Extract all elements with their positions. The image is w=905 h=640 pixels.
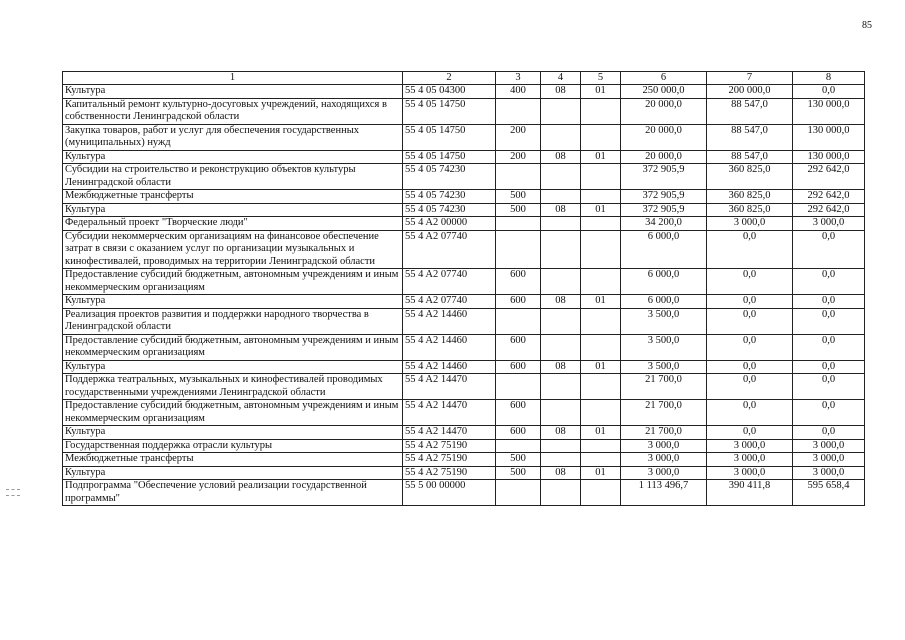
row-section: 08 [541,150,581,164]
row-expense-type: 600 [496,400,541,426]
row-expense-type: 500 [496,203,541,217]
row-value-8: 0,0 [793,230,865,269]
row-value-6: 20 000,0 [621,150,707,164]
row-subsection: 01 [581,466,621,480]
table-row [63,334,865,360]
row-section: 08 [541,360,581,374]
row-section [541,269,581,295]
row-section [541,164,581,190]
column-header-6: 6 [621,72,707,85]
budget-table [62,71,865,506]
row-subsection: 01 [581,85,621,99]
row-value-6: 6 000,0 [621,230,707,269]
row-name: Закупка товаров, работ и услуг для обеспечения государственных (муниципальных) нужд [63,124,403,150]
row-value-8: 130 000,0 [793,98,865,124]
row-value-7: 0,0 [707,308,793,334]
row-value-7: 0,0 [707,374,793,400]
row-subsection [581,230,621,269]
row-value-8: 3 000,0 [793,466,865,480]
row-value-6: 250 000,0 [621,85,707,99]
row-value-8: 0,0 [793,374,865,400]
table-row [63,190,865,204]
row-value-7: 0,0 [707,426,793,440]
row-name: Субсидии на строительство и реконструкцию объектов культуры Ленинградской области [63,164,403,190]
table-row [63,295,865,309]
row-section [541,480,581,506]
row-name: Федеральный проект "Творческие люди" [63,217,403,231]
row-name: Культура [63,360,403,374]
row-name: Культура [63,295,403,309]
column-header-5: 5 [581,72,621,85]
row-section [541,217,581,231]
column-header-2: 2 [403,72,496,85]
row-expense-type: 500 [496,453,541,467]
row-expense-type: 600 [496,295,541,309]
row-name: Культура [63,150,403,164]
row-value-6: 3 000,0 [621,453,707,467]
table-row [63,400,865,426]
table-row [63,269,865,295]
row-section: 08 [541,466,581,480]
row-value-7: 0,0 [707,334,793,360]
row-code: 55 4 A2 75190 [403,453,496,467]
row-name: Предоставление субсидий бюджетным, автономным учреждениям и иным некоммерческим организациям [63,334,403,360]
row-code: 55 4 A2 14470 [403,374,496,400]
row-section: 08 [541,203,581,217]
row-value-8: 130 000,0 [793,124,865,150]
row-value-7: 3 000,0 [707,453,793,467]
row-value-7: 0,0 [707,400,793,426]
row-value-7: 0,0 [707,360,793,374]
row-expense-type [496,308,541,334]
row-name: Культура [63,466,403,480]
row-value-6: 3 500,0 [621,334,707,360]
row-value-6: 3 000,0 [621,466,707,480]
row-code: 55 4 05 14750 [403,98,496,124]
row-value-7: 360 825,0 [707,203,793,217]
table-row [63,453,865,467]
row-code: 55 4 05 14750 [403,150,496,164]
row-value-8: 0,0 [793,295,865,309]
row-expense-type: 400 [496,85,541,99]
table-row [63,217,865,231]
row-subsection [581,334,621,360]
row-code: 55 4 A2 00000 [403,217,496,231]
row-code: 55 4 A2 75190 [403,439,496,453]
row-section [541,334,581,360]
row-expense-type [496,374,541,400]
row-expense-type: 500 [496,190,541,204]
row-name: Государственная поддержка отрасли культуры [63,439,403,453]
row-value-7: 88 547,0 [707,150,793,164]
table-row [63,480,865,506]
row-value-6: 20 000,0 [621,124,707,150]
row-subsection [581,439,621,453]
row-expense-type: 500 [496,466,541,480]
row-code: 55 4 A2 14460 [403,308,496,334]
row-section [541,400,581,426]
row-expense-type: 600 [496,269,541,295]
row-code: 55 4 A2 14470 [403,426,496,440]
table-row [63,466,865,480]
row-value-6: 21 700,0 [621,400,707,426]
row-section [541,230,581,269]
table-row [63,230,865,269]
column-header-7: 7 [707,72,793,85]
row-subsection [581,98,621,124]
row-section [541,439,581,453]
row-value-8: 0,0 [793,269,865,295]
table-row [63,85,865,99]
column-header-4: 4 [541,72,581,85]
row-subsection [581,480,621,506]
column-header-3: 3 [496,72,541,85]
row-value-8: 0,0 [793,334,865,360]
row-section [541,374,581,400]
row-value-6: 34 200,0 [621,217,707,231]
row-value-7: 3 000,0 [707,439,793,453]
row-value-7: 200 000,0 [707,85,793,99]
row-value-6: 1 113 496,7 [621,480,707,506]
row-name: Предоставление субсидий бюджетным, автономным учреждениям и иным некоммерческим организациям [63,269,403,295]
row-expense-type [496,217,541,231]
row-value-7: 88 547,0 [707,124,793,150]
row-value-6: 21 700,0 [621,374,707,400]
margin-mark [6,495,20,496]
row-expense-type: 600 [496,426,541,440]
table-row [63,308,865,334]
header-row [63,72,865,85]
row-name: Субсидии некоммерческим организациям на финансовое обеспечение затрат в связи с оказанием услуг по организации музыкальных и кинофестивалей, проводимых на территории Ленинградской области [63,230,403,269]
row-value-8: 0,0 [793,426,865,440]
row-expense-type [496,164,541,190]
row-value-8: 595 658,4 [793,480,865,506]
row-value-7: 0,0 [707,230,793,269]
row-value-8: 0,0 [793,85,865,99]
row-code: 55 4 05 74230 [403,164,496,190]
row-expense-type: 200 [496,124,541,150]
row-subsection [581,269,621,295]
row-code: 55 4 05 74230 [403,190,496,204]
row-value-7: 360 825,0 [707,190,793,204]
row-code: 55 5 00 00000 [403,480,496,506]
row-value-7: 3 000,0 [707,466,793,480]
table-row [63,439,865,453]
row-code: 55 4 A2 14460 [403,334,496,360]
row-value-6: 3 000,0 [621,439,707,453]
row-expense-type [496,439,541,453]
row-value-8: 3 000,0 [793,439,865,453]
row-subsection [581,217,621,231]
row-expense-type: 600 [496,360,541,374]
table-row [63,203,865,217]
table-row [63,360,865,374]
row-name: Подпрограмма "Обеспечение условий реализации государственной программы" [63,480,403,506]
row-value-8: 292 642,0 [793,203,865,217]
row-code: 55 4 05 74230 [403,203,496,217]
row-section [541,98,581,124]
row-name: Культура [63,203,403,217]
row-value-6: 372 905,9 [621,164,707,190]
row-name: Реализация проектов развития и поддержки народного творчества в Ленинградской области [63,308,403,334]
row-expense-type: 600 [496,334,541,360]
row-value-7: 390 411,8 [707,480,793,506]
row-name: Межбюджетные трансферты [63,190,403,204]
row-section [541,124,581,150]
row-subsection [581,124,621,150]
row-subsection: 01 [581,295,621,309]
row-section [541,190,581,204]
row-value-8: 0,0 [793,400,865,426]
row-code: 55 4 05 14750 [403,124,496,150]
row-expense-type [496,230,541,269]
row-code: 55 4 A2 07740 [403,269,496,295]
row-section [541,453,581,467]
row-value-6: 6 000,0 [621,269,707,295]
row-value-7: 0,0 [707,295,793,309]
row-code: 55 4 A2 07740 [403,230,496,269]
row-name: Предоставление субсидий бюджетным, автономным учреждениям и иным некоммерческим организациям [63,400,403,426]
table-body [63,85,865,506]
row-subsection [581,400,621,426]
row-subsection [581,374,621,400]
row-value-7: 88 547,0 [707,98,793,124]
table-row [63,164,865,190]
row-value-8: 0,0 [793,360,865,374]
column-header-1: 1 [63,72,403,85]
margin-mark [6,489,20,490]
row-value-6: 3 500,0 [621,308,707,334]
row-value-6: 3 500,0 [621,360,707,374]
row-value-6: 372 905,9 [621,190,707,204]
row-expense-type [496,98,541,124]
row-subsection [581,164,621,190]
row-subsection: 01 [581,426,621,440]
row-value-8: 292 642,0 [793,164,865,190]
row-name: Культура [63,426,403,440]
row-expense-type: 200 [496,150,541,164]
row-name: Поддержка театральных, музыкальных и кинофестивалей проводимых государственными учреждениями Ленинградской области [63,374,403,400]
table-row [63,374,865,400]
row-subsection: 01 [581,360,621,374]
row-code: 55 4 05 04300 [403,85,496,99]
table-row [63,98,865,124]
row-code: 55 4 A2 07740 [403,295,496,309]
row-value-8: 130 000,0 [793,150,865,164]
row-subsection [581,190,621,204]
row-section: 08 [541,85,581,99]
row-code: 55 4 A2 14470 [403,400,496,426]
row-value-6: 20 000,0 [621,98,707,124]
row-value-8: 3 000,0 [793,453,865,467]
table-row [63,426,865,440]
row-value-8: 0,0 [793,308,865,334]
column-header-8: 8 [793,72,865,85]
row-value-6: 6 000,0 [621,295,707,309]
row-name: Капитальный ремонт культурно-досуговых учреждений, находящихся в собственности Ленинградской области [63,98,403,124]
row-name: Межбюджетные трансферты [63,453,403,467]
row-value-8: 292 642,0 [793,190,865,204]
row-name: Культура [63,85,403,99]
row-value-8: 3 000,0 [793,217,865,231]
table-row [63,150,865,164]
row-value-6: 21 700,0 [621,426,707,440]
table-row [63,124,865,150]
row-code: 55 4 A2 14460 [403,360,496,374]
row-code: 55 4 A2 75190 [403,466,496,480]
row-value-7: 3 000,0 [707,217,793,231]
table-header [63,72,865,85]
row-subsection [581,453,621,467]
row-subsection: 01 [581,150,621,164]
row-subsection [581,308,621,334]
row-subsection: 01 [581,203,621,217]
row-expense-type [496,480,541,506]
row-value-6: 372 905,9 [621,203,707,217]
row-value-7: 0,0 [707,269,793,295]
row-section [541,308,581,334]
page-number: 85 [862,20,872,31]
row-section: 08 [541,426,581,440]
row-value-7: 360 825,0 [707,164,793,190]
row-section: 08 [541,295,581,309]
